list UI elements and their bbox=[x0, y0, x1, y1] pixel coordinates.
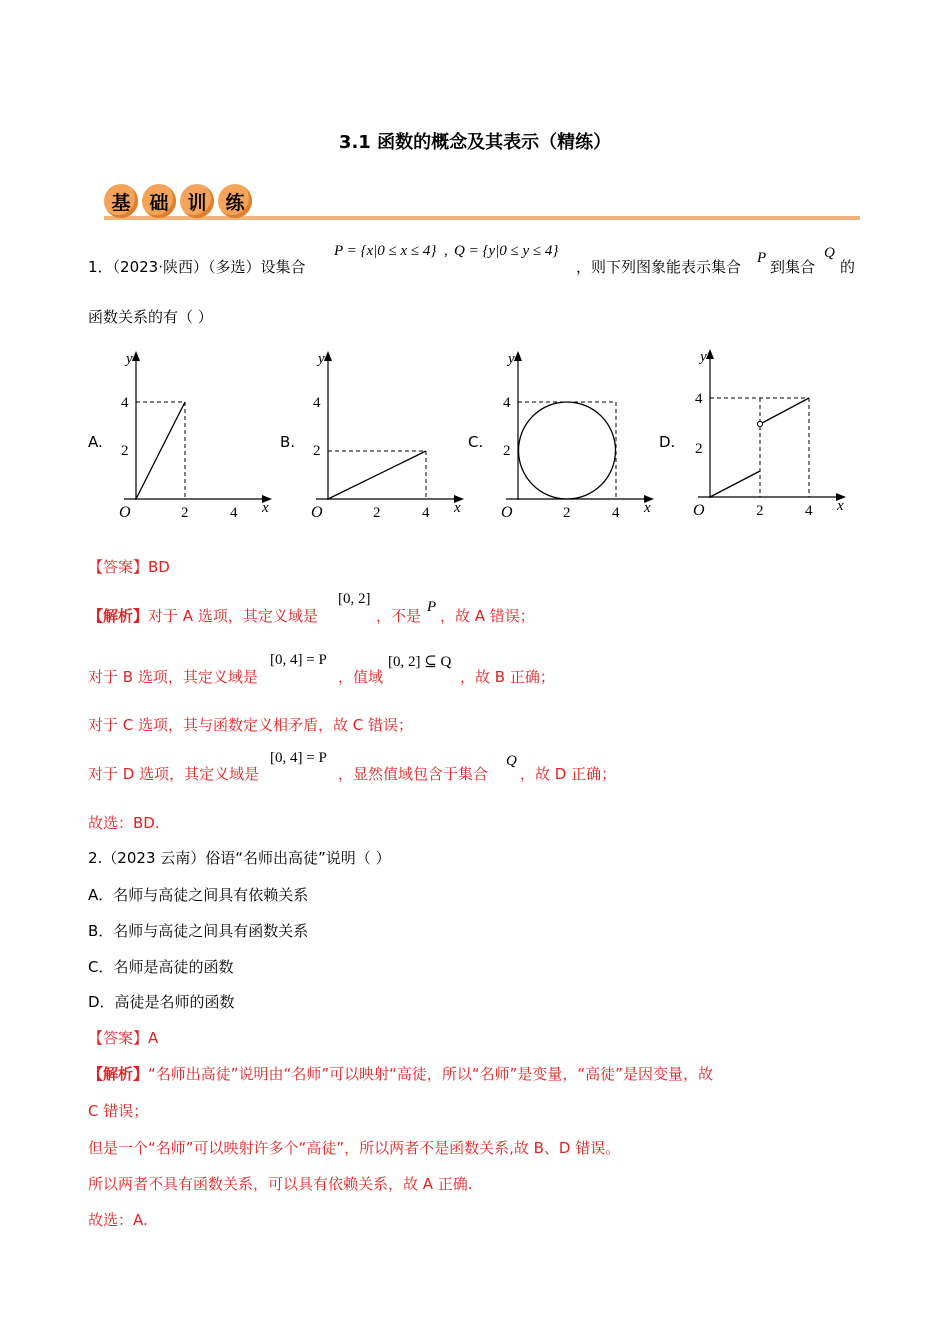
q2-analysis-line-1b: C 错误； bbox=[88, 1102, 149, 1120]
y-label: y bbox=[508, 351, 515, 367]
function-segment bbox=[136, 402, 185, 499]
q1-analysis-line-2: 对于 B 选项，其定义域是 bbox=[88, 668, 258, 686]
tick-4: 4 bbox=[121, 395, 129, 411]
q1-mid-text: ，则下列图象能表示集合 bbox=[576, 258, 742, 276]
x-label: x bbox=[454, 500, 461, 516]
circle-curve bbox=[519, 402, 616, 499]
x-label: x bbox=[644, 500, 651, 516]
y-arrow bbox=[514, 351, 522, 361]
q2-option-b: B．名师与高徒之间具有函数关系 bbox=[88, 922, 309, 940]
q2-option-d: D．高徒是名师的函数 bbox=[88, 993, 235, 1011]
q1-analysis-line-1 bbox=[88, 606, 318, 626]
q1-a4-q: Q bbox=[506, 753, 517, 769]
y-label: y bbox=[700, 349, 707, 365]
q1-a4-end: ，故 D 正确； bbox=[520, 765, 617, 783]
q1-set-p: P = {x|0 ≤ x ≤ 4} bbox=[334, 243, 437, 259]
q2-stem: 2.（2023 云南）俗语“名师出高徒”说明（ ） bbox=[88, 849, 391, 867]
y-label: y bbox=[318, 351, 325, 367]
q1-de-text: 的 bbox=[840, 258, 856, 276]
q1-a2-math: [0, 4] = P bbox=[270, 652, 327, 668]
function-segment bbox=[710, 471, 760, 497]
function-segment bbox=[762, 398, 809, 423]
tick-2: 2 bbox=[373, 505, 381, 521]
q1-a4-mid: ，显然值域包含于集合 bbox=[338, 765, 489, 783]
q1-analysis-line-5: 故选：BD. bbox=[88, 814, 160, 832]
answer-value: A bbox=[148, 1029, 159, 1047]
q1-a1-mid: ，不是 bbox=[376, 607, 422, 625]
option-b-label: B. bbox=[280, 433, 296, 451]
y-arrow bbox=[324, 351, 332, 361]
origin-label: O bbox=[501, 504, 513, 521]
tick-4: 4 bbox=[612, 505, 620, 521]
analysis-label: 【解析】 bbox=[88, 607, 149, 625]
option-c-label: C. bbox=[468, 433, 484, 451]
q2-answer bbox=[88, 1028, 158, 1048]
graph-a bbox=[110, 345, 280, 525]
q2-option-a: A．名师与高徒之间具有依赖关系 bbox=[88, 886, 309, 904]
tick-4: 4 bbox=[503, 395, 511, 411]
x-label: x bbox=[837, 498, 844, 514]
graph-d bbox=[684, 343, 854, 523]
tick-2: 2 bbox=[181, 505, 189, 521]
answer-label: 【答案】 bbox=[88, 558, 149, 576]
x-label: x bbox=[262, 500, 269, 516]
analysis-text: 对于 A 选项，其定义域是 bbox=[148, 607, 318, 625]
option-d-label: D. bbox=[659, 433, 676, 451]
y-label: y bbox=[126, 351, 133, 367]
tick-4: 4 bbox=[313, 395, 321, 411]
answer-value: BD bbox=[148, 558, 170, 576]
function-segment bbox=[328, 451, 426, 499]
tick-2: 2 bbox=[503, 443, 511, 459]
tick-4: 4 bbox=[230, 505, 238, 521]
y-arrow bbox=[706, 349, 714, 359]
q1-a2-math2: [0, 2] ⊆ Q bbox=[388, 654, 452, 670]
q1-a2-end: ，故 B 正确； bbox=[460, 668, 555, 686]
q1-a1-math: [0, 2] bbox=[338, 591, 371, 607]
q1-p: P bbox=[757, 250, 767, 266]
q1-stem-line2: 函数关系的有（ ） bbox=[88, 308, 213, 326]
tick-4: 4 bbox=[422, 505, 430, 521]
q1-a4-math: [0, 4] = P bbox=[270, 750, 327, 766]
option-a-label: A. bbox=[88, 433, 103, 451]
open-endpoint bbox=[757, 421, 762, 426]
banner-char: 训 bbox=[180, 184, 214, 218]
graph-b bbox=[302, 345, 472, 525]
q1-set-q: Q = {y|0 ≤ y ≤ 4} bbox=[454, 243, 559, 259]
section-banner bbox=[104, 184, 252, 218]
origin-label: O bbox=[119, 504, 131, 521]
q2-option-c: C．名师是高徒的函数 bbox=[88, 958, 234, 976]
q1-comma: , bbox=[444, 243, 448, 259]
q2-analysis-line-1 bbox=[88, 1064, 713, 1084]
banner-char: 基 bbox=[104, 184, 138, 218]
q1-answer bbox=[88, 557, 170, 577]
answer-label: 【答案】 bbox=[88, 1029, 149, 1047]
q1-a1-end: ，故 A 错误； bbox=[440, 607, 535, 625]
tick-4: 4 bbox=[805, 503, 813, 519]
q1-a2-mid: ，值域 bbox=[338, 668, 384, 686]
tick-4: 4 bbox=[695, 391, 703, 407]
q1-a1-p: P bbox=[427, 599, 437, 615]
banner-char: 练 bbox=[218, 184, 252, 218]
origin-label: O bbox=[693, 502, 705, 519]
q1-analysis-line-3: 对于 C 选项，其与函数定义相矛盾，故 C 错误； bbox=[88, 716, 414, 734]
analysis-text: “名师出高徒”说明由“名师”可以映射“高徒，所以“名师”是变量，“高徒”是因变量，故 bbox=[148, 1065, 713, 1083]
y-arrow bbox=[132, 351, 140, 361]
q1-q: Q bbox=[824, 245, 835, 261]
tick-2: 2 bbox=[756, 503, 764, 519]
q2-analysis-line-3: 所以两者不具有函数关系，可以具有依赖关系，故 A 正确. bbox=[88, 1175, 473, 1193]
q1-prefix: 1．（2023·陕西）（多选）设集合 bbox=[88, 258, 306, 276]
tick-2: 2 bbox=[695, 441, 703, 457]
page-title: 3.1 函数的概念及其表示（精练） bbox=[338, 132, 612, 153]
origin-label: O bbox=[311, 504, 323, 521]
q1-to-text: 到集合 bbox=[770, 258, 816, 276]
tick-2: 2 bbox=[121, 443, 129, 459]
tick-2: 2 bbox=[563, 505, 571, 521]
q2-analysis-line-2: 但是一个“名师”可以映射许多个“高徒”，所以两者不是函数关系,故 B、D 错误。 bbox=[88, 1139, 621, 1157]
q1-analysis-line-4: 对于 D 选项，其定义域是 bbox=[88, 765, 260, 783]
analysis-label: 【解析】 bbox=[88, 1065, 149, 1083]
banner-char: 础 bbox=[142, 184, 176, 218]
q2-analysis-line-4: 故选：A. bbox=[88, 1211, 148, 1229]
graph-c bbox=[492, 345, 662, 525]
tick-2: 2 bbox=[313, 443, 321, 459]
